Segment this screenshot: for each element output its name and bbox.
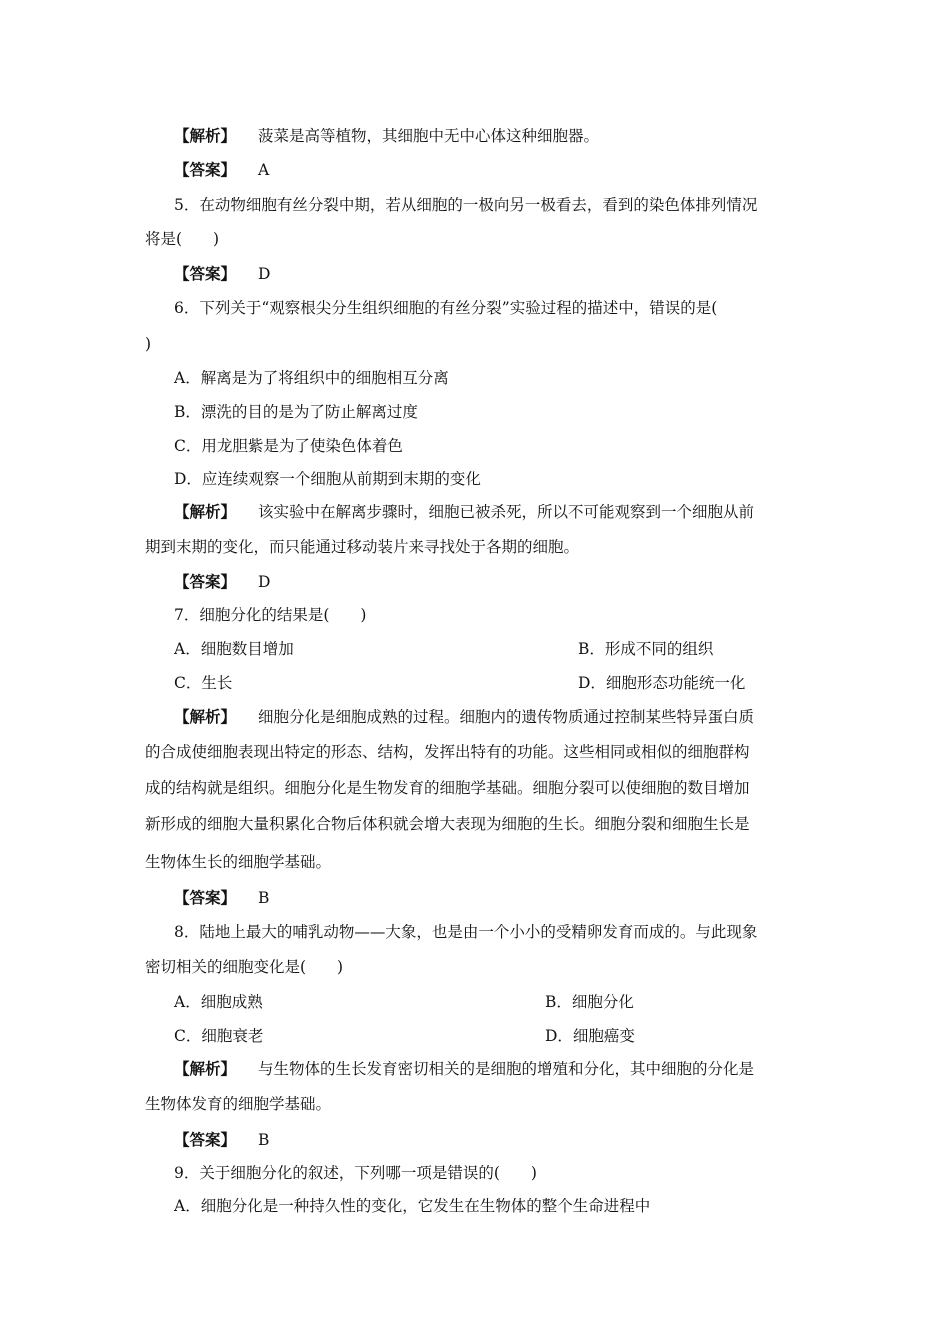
q7-option-a: A．细胞数目增加 (174, 640, 294, 658)
analysis-label: 【解析】 (174, 1059, 237, 1078)
answer-value: B (258, 1131, 270, 1149)
q5-answer (174, 264, 270, 284)
answer-label: 【答案】 (174, 160, 237, 179)
answer-label: 【答案】 (174, 888, 237, 907)
analysis-text: 细胞分化是细胞成熟的过程。细胞内的遗传物质通过控制某些特异蛋白质 (258, 708, 755, 726)
answer-label: 【答案】 (174, 572, 237, 591)
q8-analysis-line-2: 生物体发育的细胞学基础。 (145, 1095, 332, 1113)
q7-analysis-line-5: 生物体生长的细胞学基础。 (145, 853, 332, 871)
q4-analysis (174, 126, 599, 146)
answer-value: D (258, 573, 271, 591)
q4-answer (174, 160, 269, 180)
q6-analysis (174, 502, 754, 522)
answer-value: D (258, 265, 271, 283)
analysis-label: 【解析】 (174, 502, 237, 521)
q8-option-d: D．细胞癌变 (545, 1027, 635, 1045)
q6-option-d: D．应连续观察一个细胞从前期到末期的变化 (174, 470, 481, 488)
question-8-line-2: 密切相关的细胞变化是( ) (145, 958, 344, 976)
q8-answer (174, 1130, 269, 1150)
q7-answer (174, 888, 269, 908)
q8-option-c: C．细胞衰老 (174, 1027, 264, 1045)
analysis-text: 与生物体的生长发育密切相关的是细胞的增殖和分化，其中细胞的分化是 (258, 1060, 755, 1078)
q7-analysis (174, 707, 754, 727)
q9-option-a: A．细胞分化是一种持久性的变化，它发生在生物体的整个生命进程中 (174, 1197, 651, 1215)
question-9-stem: 9．关于细胞分化的叙述，下列哪一项是错误的( ) (174, 1164, 537, 1182)
q6-option-c: C．用龙胆紫是为了使染色体着色 (174, 437, 403, 455)
answer-value: B (258, 889, 270, 907)
q7-analysis-line-2: 的合成使细胞表现出特定的形态、结构，发挥出特有的功能。这些相同或相似的细胞群构 (145, 743, 750, 761)
q8-analysis (174, 1059, 754, 1079)
question-6-line-1: 6．下列关于“观察根尖分生组织细胞的有丝分裂”实验过程的描述中，错误的是( (174, 299, 718, 317)
q7-option-b: B．形成不同的组织 (578, 640, 714, 658)
q6-option-b: B．漂洗的目的是为了防止解离过度 (174, 403, 418, 421)
answer-label: 【答案】 (174, 1130, 237, 1149)
question-6-line-2: ) (145, 335, 152, 353)
analysis-text: 该实验中在解离步骤时，细胞已被杀死，所以不可能观察到一个细胞从前 (258, 503, 755, 521)
question-7-stem: 7．细胞分化的结果是( ) (174, 606, 367, 624)
analysis-label: 【解析】 (174, 126, 237, 145)
q8-option-a: A．细胞成熟 (174, 993, 263, 1011)
q7-option-c: C．生长 (174, 674, 233, 692)
question-5-line-1: 5．在动物细胞有丝分裂中期，若从细胞的一极向另一极看去，看到的染色体排列情况 (174, 196, 758, 214)
q7-analysis-line-4: 新形成的细胞大量积累化合物后体积就会增大表现为细胞的生长。细胞分裂和细胞生长是 (145, 815, 750, 833)
answer-value: A (258, 161, 270, 179)
q7-option-d: D．细胞形态功能统一化 (578, 674, 746, 692)
question-8-line-1: 8．陆地上最大的哺乳动物——大象，也是由一个小小的受精卵发育而成的。与此现象 (174, 923, 758, 941)
analysis-label: 【解析】 (174, 707, 237, 726)
answer-label: 【答案】 (174, 264, 237, 283)
q6-analysis-line-2: 期到末期的变化，而只能通过移动装片来寻找处于各期的细胞。 (145, 538, 580, 556)
q7-analysis-line-3: 成的结构就是组织。细胞分化是生物发育的细胞学基础。细胞分裂可以使细胞的数目增加 (145, 779, 750, 797)
analysis-text: 菠菜是高等植物，其细胞中无中心体这种细胞器。 (258, 127, 600, 145)
q6-answer (174, 572, 270, 592)
q6-option-a: A．解离是为了将组织中的细胞相互分离 (174, 369, 449, 387)
q8-option-b: B．细胞分化 (545, 993, 634, 1011)
question-5-line-2: 将是( ) (145, 230, 220, 248)
